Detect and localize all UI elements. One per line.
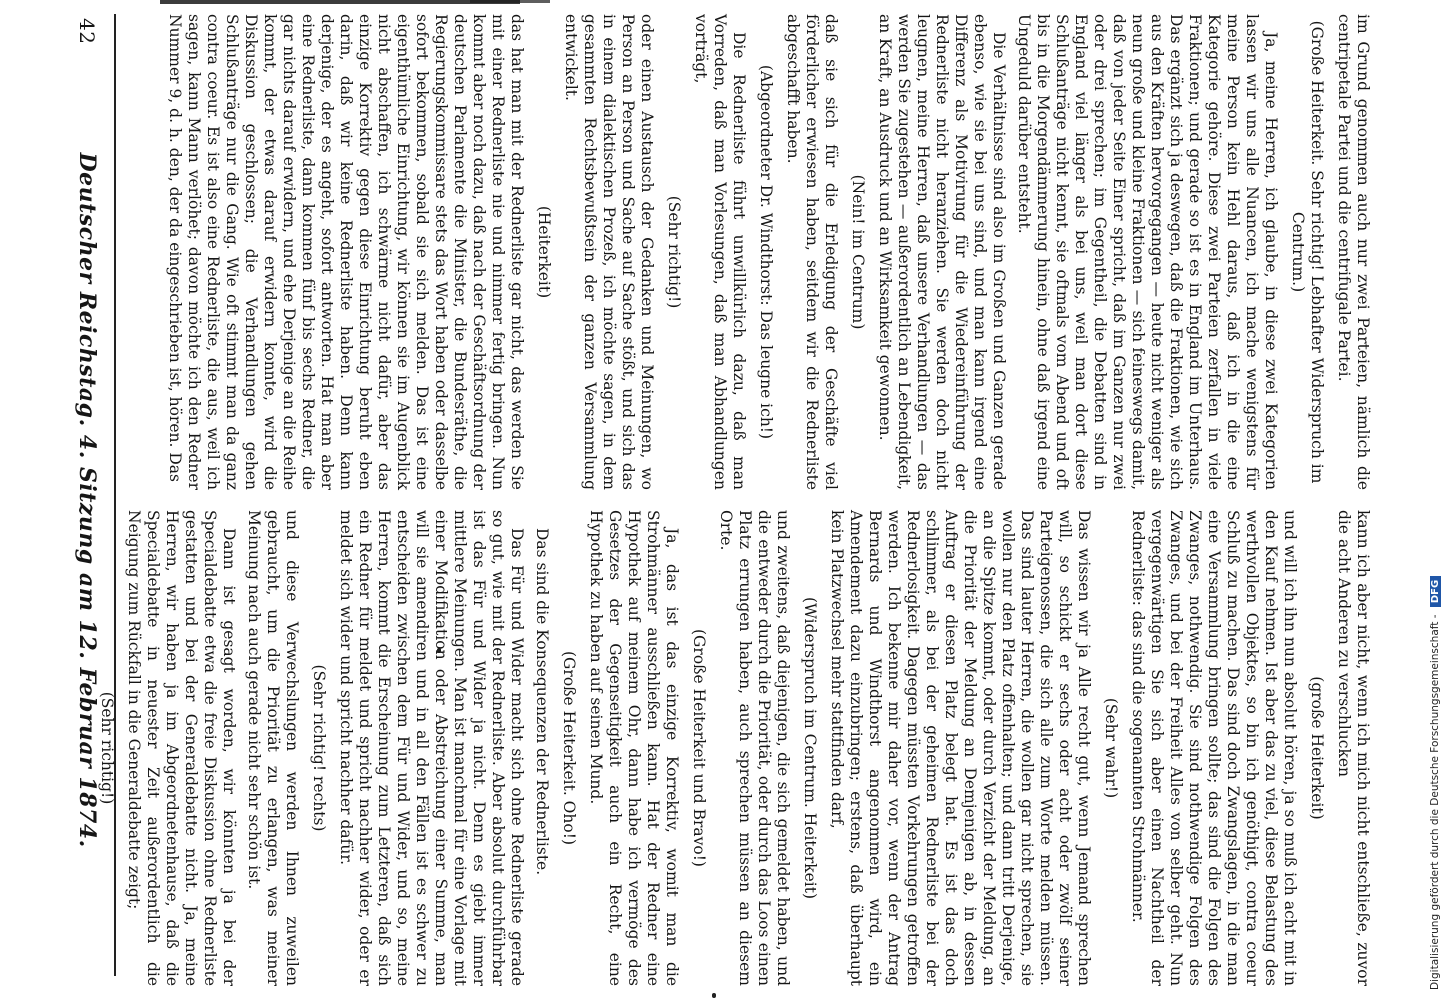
paragraph: Die Rednerliste führt unwillkürlich dazu, daß man Vorreden, daß man Vorlesungen, daß man Abhandlungen vorträgt, (692, 14, 748, 490)
interjection: (Sehr richtig!) (98, 691, 116, 805)
paragraph: im Grund genommen auch nur zwei Parteien, nämlich die centripetale Partei und die centrifugale Partei. (1335, 14, 1372, 490)
interjection: (Sehr richtig! rechts) (310, 664, 328, 832)
interjection: (Nein! im Centrum) (849, 174, 867, 330)
paragraph: und diese Verwechslungen werden Ihnen zuweilen gebraucht, um die Priorität zu erlangen, was meiner Meinung nach auch gerade nicht sehr schön ist. (245, 510, 301, 986)
interjection: (große Heiterkeit) (1308, 676, 1326, 820)
paragraph: kann ich aber nicht, wenn ich mich nicht entschließe, zuvor die acht Anderen zu verschlucken (1335, 510, 1372, 986)
paragraph: und zweitens, daß diejenigen, die sich gemeldet haben, und die entweder durch die Priorität, oder durch das Loos einen Platz errungen haben, auch sprechen müssen an diesem Orte. (717, 510, 792, 986)
paragraph: Dann ist gesagt worden, wir könnten ja bei der Specialdebatte etwa die freie Diskussion ohne Rednerliste gestatten und bei der Generaldebatte nicht. Ja, meine Herren, wir haben ja im Abgeordnetenhause, daß die Specialdebatte in neuester Zeit außerordentlich die Neigung zum Rückfall in die Generaldebatte zeigt; (125, 510, 238, 986)
column-left (122, 14, 1372, 490)
interjection: (Große Heiterkeit. Sehr richtig! Lebhafter Widerspruch im Centrum.) (1289, 20, 1326, 484)
paragraph: Die Verhältnisse sind also im Großen und Ganzen gerade ebenso, wie sie bei uns sind, und man kann irgend eine Differenz als Motivirung für die Wiedereinführung der Rednerliste nicht heranziehen. Sie werden doch nicht leugnen, meine Herren, daß unsere Verhandlungen — das werden Sie zugestehen — außerordentlich an Lebendigkeit, an Kraft, an Ausdruck und an Wirksamkeit gewonnen. (876, 14, 1008, 490)
interjection: (Heiterkeit) (535, 205, 553, 299)
interjection: (Große Heiterkeit. Oho!) (560, 651, 578, 845)
page-title: Deutscher Reichstag. 4. Sitzung am 12. Februar 1874. (74, 152, 100, 848)
digitization-credit (1429, 576, 1441, 990)
scanned-page (10, 0, 1410, 1000)
paragraph: Das wissen wir ja Alle recht gut, wenn Jemand sprechen will, so schickt er sechs oder acht oder zwölf seiner Parteigenossen, die sich alle zum Worte melden müssen. Das sind lauter Herren, die wollen gar nicht sprechen, sie wollen nur den Platz offenhalten; und dann tritt Derjenige, an die Spitze kommt, oder durch Verzicht der Meldung, an die Priorität der Meldung an Demjenigen ab, in dessen Auftrag er diesen Platz belegt hat. Es ist das doch schlimmer, als bei der geheimen Rednerliste bei der Rednerlosigkeit. Dagegen müssten Vorkehrungen getroffen werden. Ich bekenne mir daher vor, wenn der Antrag Bernards und Windthorst angenommen wird, ein Amendement dazu einzubringen; erstens, daß überhaupt kein Platzwechsel mehr stattfinden darf, (828, 510, 1093, 986)
column-right (98, 510, 1372, 986)
dfg-logo-badge: DFG (1430, 576, 1441, 607)
page-number: 42 (75, 18, 99, 45)
paragraph: daß sie sich für die Erledigung der Geschäfte viel förderlicher erwiesen haben, seitdem wir die Rednerliste abgeschafft haben. (784, 14, 840, 490)
paragraph: Ja, das ist das einzige Korrektiv, womit man die Strohmänner ausschließen kann. Hat der Redner eine Hypothek auf meinem Ohr, dann habe ich vermöge des Gesetzes der Gegenseitigkeit auch ein Recht, eine Hypothek zu haben auf seinen Mund. (587, 510, 681, 986)
interjection: (Sehr wahr!) (1102, 697, 1120, 799)
interjection: (Widerspruch im Centrum. Heiterkeit) (801, 596, 819, 900)
paragraph: und will ich ihn nun absolut hören, ja so muß ich acht mit in den Kauf nehmen. Ist aber das zu viel, diese Belastung des werthvollen Objektes, so bin ich genöthigt, contra coeur Schluß zu machen. Das sind doch Zwangslagen, in die man eine Versammlung bringen sollte; das sind die Folgen des Zwanges, nothwendig. Sie sind nothwendige Folgen des Zwanges, und bei der Freiheit Alles von selber geht. Nun vergegenwärtigen Sie sich aber einen Nachtheil der Rednerliste: das sind die sogenannten Strohmänner. (1129, 510, 1299, 986)
interjection: (Große Heiterkeit und Bravo!) (690, 629, 708, 867)
interjection: (Sehr richtig!) (665, 195, 683, 309)
paragraph: Das Für und Wider macht sich ohne Rednerliste gerade so gut, wie mit der Rednerliste. Aber absolut durchführbar ist das Für und Wider ja nicht. Denn es giebt immer mittlere Meinungen. Man ist manchmal für eine Vorlage mit einer Modifikation oder Abstreichung einer Summe, man will sie amendiren und in all den Fällen ist es schwer zu entscheiden zwischen dem Für und Wider, und so, meine Herren, kommt die Erscheinung zum Letzteren, daß sich ein Redner für meldet und spricht nachher wider, oder er meldet sich wider und spricht nachher dafür. (337, 510, 526, 986)
paragraph: Das sind die Konsequenzen der Rednerliste. (533, 528, 551, 876)
paragraph: Ja, meine Herren, ich glaube, in diese zwei Kategorien lassen wir uns alle Nuancen, ich mache wenigstens für meine Person kein Hehl daraus, daß ich in die eine Kategorie gehöre. Diese zwei Parteien zerfallen in viele Fraktionen; und gerade so ist es in England im Unterhaus. Das ergänzt sich ja deswegen, daß die Fraktionen, wie sich aus den Kräften hervorgegangen — heute nicht weniger als neun große und kleine Fraktionen — sich feineswegs damit, daß von jeder Seite Einer spricht, daß im Ganzen nur zwei oder drei sprechen; im Gegentheil, die Debatten sind in England viel länger als bei uns, weil man dort diese Schlußanträge nicht kennt, sie oftmals vom Abend und oft bis in die Morgendämmerung hinein, ohne daß irgend eine Ungeduld darüber entsteht. (1015, 14, 1280, 490)
interjection: (Abgeordneter Dr. Windthorst: Das leugne ich!) (757, 64, 775, 440)
paragraph: oder einen Austausch der Gedanken und Meinungen, wo Person an Person und Sache auf Sache stößt, und sich das in einem dialektischen Prozeß, ich möchte sagen, in dem gesammten Rechtsbewußtsein der ganzen Versammlung entwickelt. (562, 14, 656, 490)
paragraph: das hat man mit der Rednerliste gar nicht, das werden Sie mit einer Rednerliste nie und nimmer fertig bringen. Nun kommt aber noch dazu, daß nach der Geschäftsordnung der deutschen Parlamente die Minister, die Bundesräthe, die Regierungskommissare stets das Wort haben oder dasselbe sofort bekommen, sobald sie sich melden. Das ist eine eigenthümliche Einrichtung, wir können sie im Augenblick nicht abschaffen, ich schwärme nicht dafür, aber das einzige Korrektiv gegen diese Einrichtung beruht eben darin, daß wir keine Rednerliste haben. Denn kann derjenige, der es angeht, sofort antworten. Hat man aber eine Rednerliste, dann kommen fünf bis sechs Redner, die gar nichts darauf erwidern, und ehe Derjenige an die Reihe kommt, der etwas darauf erwidern konnte, wird die Diskussion geschlossen; die Verhandlungen gehen Schlußanträge nur die Gang. Wie oft stimmt man da ganz contra coeur. Es ist also eine Rednerliste, die aus, weil ich sagen, kann Mann verlöhet; davon möchte ich den Redner Nummer 9, d. h. den, der da eingeschrieben ist, hören. Das (166, 14, 526, 490)
credit-text: Digitalisierung gefördert durch die Deutsche Forschungsgemeinschaft - (1429, 614, 1441, 990)
text-columns (98, 14, 1372, 986)
